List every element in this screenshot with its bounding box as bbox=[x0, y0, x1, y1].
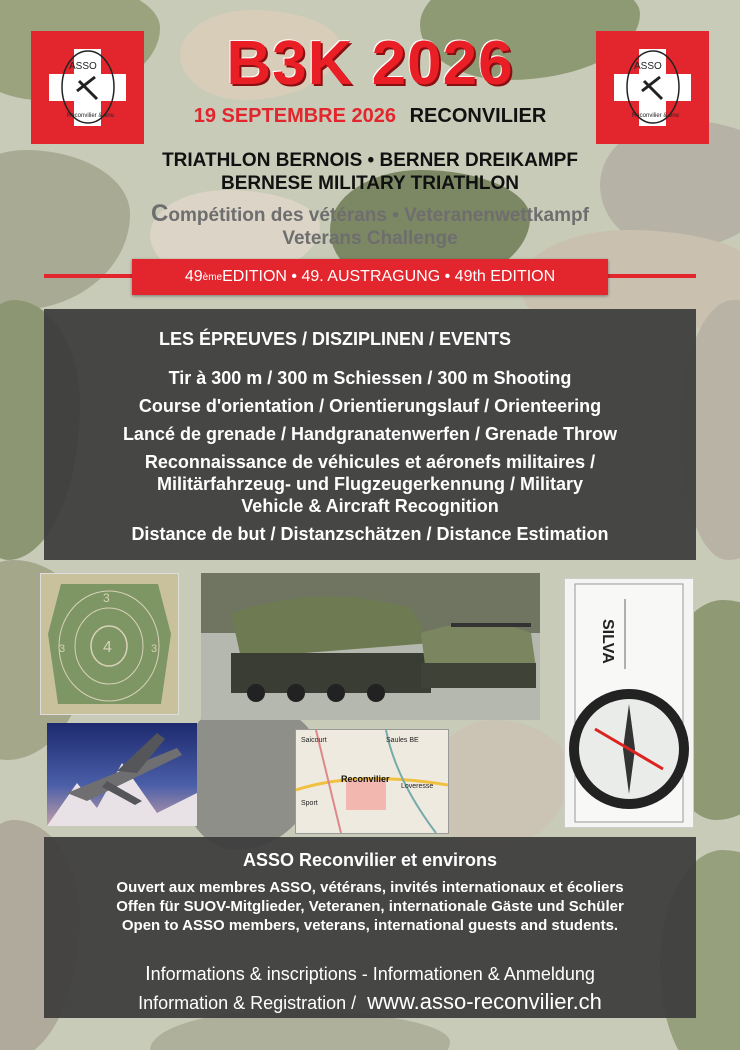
tanks-image bbox=[201, 573, 540, 720]
svg-text:ASSO: ASSO bbox=[634, 61, 662, 72]
event-item: Reconnaissance de véhicules et aéronefs militaires / bbox=[144, 452, 596, 472]
svg-text:Saicourt: Saicourt bbox=[301, 737, 327, 744]
event-item: Distance de but / Distanzschätzen / Distance Estimation bbox=[131, 524, 609, 544]
shooting-target-image bbox=[40, 573, 179, 715]
info-line: Ouvert aux membres ASSO, vétérans, invités internationaux et écoliers bbox=[116, 879, 624, 896]
subtitle-line-2: BERNESE MILITARY TRIATHLON bbox=[220, 173, 520, 194]
svg-text:3: 3 bbox=[59, 643, 66, 655]
events-heading: LES ÉPREUVES / DISZIPLINEN / EVENTS bbox=[158, 329, 512, 349]
edition-banner: 49 ème EDITION • 49. AUSTRAGUNG • 49th EDITION bbox=[132, 259, 608, 295]
svg-text:4: 4 bbox=[103, 639, 112, 656]
info-line: Open to ASSO members, veterans, international guests and students. bbox=[121, 917, 619, 934]
info-lines bbox=[44, 878, 696, 935]
subtitle-black bbox=[0, 149, 740, 195]
subtitle-grey bbox=[0, 202, 740, 250]
info-title: ASSO Reconvilier et environs bbox=[242, 850, 498, 870]
events-list bbox=[44, 361, 696, 545]
svg-text:Reconvilier & env.: Reconvilier & env. bbox=[632, 113, 680, 119]
fighter-jet-image bbox=[47, 723, 197, 826]
svg-text:3: 3 bbox=[103, 591, 110, 605]
subtitle-line-1: TRIATHLON BERNOIS • BERNER DREIKAMPF bbox=[162, 150, 578, 171]
date-place-line bbox=[0, 105, 740, 128]
svg-text:Loveresse: Loveresse bbox=[401, 783, 434, 790]
svg-text:ASSO: ASSO bbox=[69, 61, 97, 72]
svg-text:3: 3 bbox=[151, 643, 158, 655]
events-panel bbox=[44, 309, 696, 560]
event-title: B3K 2026 bbox=[226, 29, 514, 98]
reconvilier-map-image bbox=[295, 729, 449, 834]
event-item: Lancé de grenade / Handgranatenwerfen / Grenade Throw bbox=[122, 424, 618, 444]
event-item: Vehicle & Aircraft Recognition bbox=[241, 496, 499, 516]
registration-line-1: Informations & inscriptions - Informationen & Anmeldung bbox=[145, 963, 595, 985]
website-link[interactable]: www.asso-reconvilier.ch bbox=[367, 989, 602, 1014]
event-item: Tir à 300 m / 300 m Schiessen / 300 m Shooting bbox=[168, 368, 572, 388]
event-date: 19 SEPTEMBRE 2026 bbox=[193, 105, 397, 127]
info-footer bbox=[44, 961, 696, 1017]
registration-line-2: Information & Registration / www.asso-reconvilier.ch bbox=[138, 989, 602, 1014]
svg-text:Reconvilier & env.: Reconvilier & env. bbox=[67, 113, 115, 119]
svg-text:Reconvilier: Reconvilier bbox=[341, 774, 390, 784]
subtitle-line-4: Veterans Challenge bbox=[282, 228, 458, 249]
info-panel bbox=[44, 837, 696, 1018]
event-item: Course d'orientation / Orientierungslauf / Orienteering bbox=[138, 396, 602, 416]
event-item: Militärfahrzeug- und Flugzeugerkennung / Military bbox=[156, 474, 583, 494]
event-place: RECONVILIER bbox=[409, 105, 547, 127]
info-line: Offen für SUOV-Mitglieder, Veteranen, internationale Gäste und Schüler bbox=[116, 898, 624, 915]
subtitle-line-3: Compétition des vétérans • Veteranenwettkampf bbox=[151, 200, 589, 227]
svg-text:Sport: Sport bbox=[301, 800, 318, 807]
compass-image bbox=[564, 578, 694, 828]
svg-text:SILVA: SILVA bbox=[599, 619, 616, 664]
svg-text:Saules BE: Saules BE bbox=[386, 737, 419, 744]
